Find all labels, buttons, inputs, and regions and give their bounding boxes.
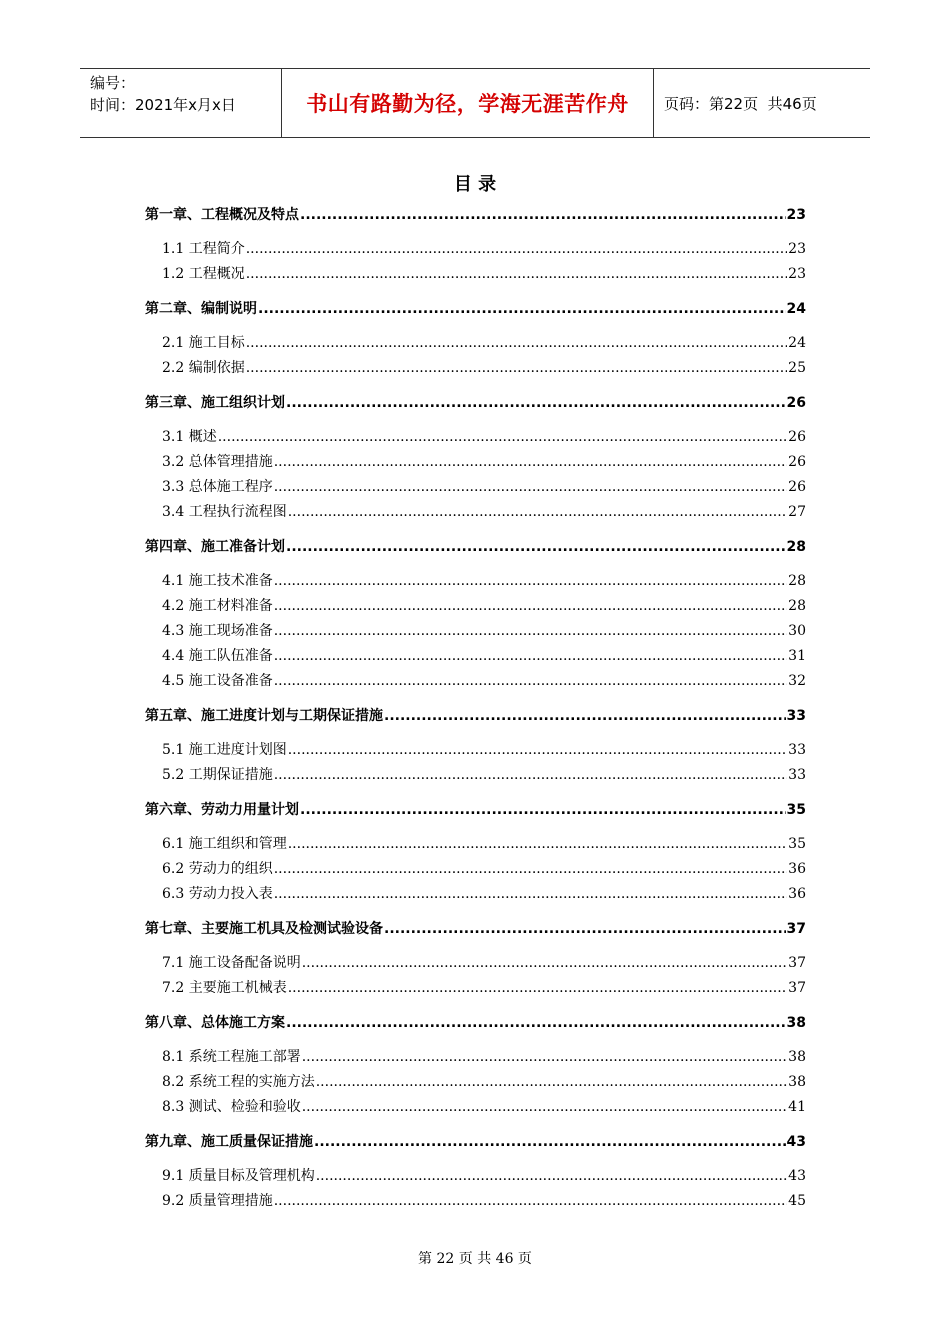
toc-entry-page: 45 bbox=[788, 1193, 806, 1209]
toc-entry-label: 第七章、主要施工机具及检测试验设备 bbox=[145, 921, 383, 937]
toc-entry-page: 37 bbox=[788, 980, 806, 996]
toc-chapter-entry[interactable] bbox=[145, 919, 806, 939]
toc-entry-page: 31 bbox=[788, 648, 806, 664]
toc-section-entry[interactable] bbox=[162, 1166, 806, 1186]
toc-leader-dots bbox=[246, 358, 787, 378]
toc-chapter-entry[interactable] bbox=[145, 537, 806, 557]
toc-leader-dots bbox=[302, 953, 787, 973]
toc-entry-page: 36 bbox=[788, 861, 806, 877]
toc-section-entry[interactable] bbox=[162, 477, 806, 497]
toc-entry-label: 4.1 施工技术准备 bbox=[162, 573, 273, 589]
toc-section-entry[interactable] bbox=[162, 646, 806, 666]
toc-entry-label: 6.1 施工组织和管理 bbox=[162, 836, 287, 852]
toc-entry-page: 35 bbox=[786, 802, 806, 818]
toc-entry-page: 37 bbox=[788, 955, 806, 971]
toc-section-entry[interactable] bbox=[162, 953, 806, 973]
page-header bbox=[80, 68, 870, 138]
toc-leader-dots bbox=[274, 571, 787, 591]
toc-entry-label: 3.4 工程执行流程图 bbox=[162, 504, 287, 520]
toc-entry-page: 27 bbox=[788, 504, 806, 520]
header-motto: 书山有路勤为径，学海无涯苦作舟 bbox=[282, 69, 654, 137]
toc-leader-dots bbox=[288, 978, 787, 998]
toc-entry-label: 第九章、施工质量保证措施 bbox=[145, 1134, 313, 1150]
toc-section-entry[interactable] bbox=[162, 427, 806, 447]
toc-entry-page: 26 bbox=[788, 454, 806, 470]
toc-section-entry[interactable] bbox=[162, 1097, 806, 1117]
toc-title: 目 录 bbox=[453, 174, 497, 195]
toc-section-entry[interactable] bbox=[162, 333, 806, 353]
toc-leader-dots bbox=[302, 1097, 787, 1117]
toc-leader-dots bbox=[286, 537, 786, 557]
toc-leader-dots bbox=[288, 740, 787, 760]
toc-leader-dots bbox=[302, 1047, 787, 1067]
toc-section-entry[interactable] bbox=[162, 834, 806, 854]
toc-section-entry[interactable] bbox=[162, 859, 806, 879]
toc-entry-page: 28 bbox=[788, 598, 806, 614]
toc-leader-dots bbox=[288, 834, 787, 854]
toc-chapter-entry[interactable] bbox=[145, 706, 806, 726]
toc-leader-dots bbox=[274, 596, 787, 616]
toc-entry-page: 23 bbox=[788, 241, 806, 257]
toc-entry-label: 6.3 劳动力投入表 bbox=[162, 886, 273, 902]
toc-leader-dots bbox=[316, 1072, 787, 1092]
document-number-label: 编号： bbox=[90, 74, 136, 92]
toc-section-entry[interactable] bbox=[162, 740, 806, 760]
toc-entry-label: 2.2 编制依据 bbox=[162, 360, 245, 376]
toc-leader-dots bbox=[286, 1013, 786, 1033]
toc-entry-page: 26 bbox=[788, 479, 806, 495]
toc-entry-label: 7.2 主要施工机械表 bbox=[162, 980, 287, 996]
toc-leader-dots bbox=[314, 1132, 786, 1152]
toc-entry-label: 8.1 系统工程施工部署 bbox=[162, 1049, 301, 1065]
toc-section-entry[interactable] bbox=[162, 571, 806, 591]
toc-entry-label: 3.3 总体施工程序 bbox=[162, 479, 273, 495]
toc-chapter-entry[interactable] bbox=[145, 299, 806, 319]
toc-leader-dots bbox=[274, 671, 787, 691]
toc-entry-page: 33 bbox=[786, 708, 806, 724]
toc-entry-label: 3.2 总体管理措施 bbox=[162, 454, 273, 470]
toc-section-entry[interactable] bbox=[162, 765, 806, 785]
toc-leader-dots bbox=[274, 477, 787, 497]
toc-entry-page: 38 bbox=[788, 1074, 806, 1090]
toc-entry-label: 4.3 施工现场准备 bbox=[162, 623, 273, 639]
toc-section-entry[interactable] bbox=[162, 502, 806, 522]
toc-entry-page: 43 bbox=[786, 1134, 806, 1150]
toc-entry-label: 第四章、施工准备计划 bbox=[145, 539, 285, 555]
toc-section-entry[interactable] bbox=[162, 452, 806, 472]
toc-leader-dots bbox=[246, 239, 787, 259]
toc-entry-label: 6.2 劳动力的组织 bbox=[162, 861, 273, 877]
toc-entry-page: 23 bbox=[788, 266, 806, 282]
toc-leader-dots bbox=[288, 502, 787, 522]
toc-entry-page: 26 bbox=[786, 395, 806, 411]
toc-chapter-entry[interactable] bbox=[145, 1013, 806, 1033]
toc-entry-label: 第八章、总体施工方案 bbox=[145, 1015, 285, 1031]
toc-section-entry[interactable] bbox=[162, 358, 806, 378]
toc-entry-label: 4.4 施工队伍准备 bbox=[162, 648, 273, 664]
toc-entry-label: 9.2 质量管理措施 bbox=[162, 1193, 273, 1209]
toc-entry-page: 33 bbox=[788, 742, 806, 758]
toc-entry-label: 4.2 施工材料准备 bbox=[162, 598, 273, 614]
toc-section-entry[interactable] bbox=[162, 1072, 806, 1092]
toc-entry-page: 41 bbox=[788, 1099, 806, 1115]
toc-chapter-entry[interactable] bbox=[145, 1132, 806, 1152]
toc-leader-dots bbox=[300, 800, 786, 820]
toc-entry-label: 第六章、劳动力用量计划 bbox=[145, 802, 299, 818]
toc-entry-page: 28 bbox=[786, 539, 806, 555]
toc-entry-label: 2.1 施工目标 bbox=[162, 335, 245, 351]
toc-entry-page: 30 bbox=[788, 623, 806, 639]
toc-leader-dots bbox=[258, 299, 786, 319]
toc-leader-dots bbox=[218, 427, 787, 447]
toc-leader-dots bbox=[300, 205, 786, 225]
toc-entry-label: 第三章、施工组织计划 bbox=[145, 395, 285, 411]
toc-entry-page: 25 bbox=[788, 360, 806, 376]
toc-entry-label: 1.1 工程简介 bbox=[162, 241, 245, 257]
toc-entry-label: 8.3 测试、检验和验收 bbox=[162, 1099, 301, 1115]
toc-leader-dots bbox=[274, 859, 787, 879]
toc-entry-label: 第二章、编制说明 bbox=[145, 301, 257, 317]
toc-leader-dots bbox=[274, 884, 787, 904]
toc-entry-label: 1.2 工程概况 bbox=[162, 266, 245, 282]
toc-section-entry[interactable] bbox=[162, 671, 806, 691]
toc-leader-dots bbox=[274, 1191, 787, 1211]
toc-entry-page: 43 bbox=[788, 1168, 806, 1184]
toc-entry-page: 23 bbox=[786, 207, 806, 223]
toc-chapter-entry[interactable] bbox=[145, 393, 806, 413]
toc-leader-dots bbox=[384, 919, 786, 939]
toc-chapter-entry[interactable] bbox=[145, 205, 806, 225]
header-page-info: 页码：第22页 共46页 bbox=[664, 94, 817, 113]
toc-section-entry[interactable] bbox=[162, 884, 806, 904]
toc-entry-label: 4.5 施工设备准备 bbox=[162, 673, 273, 689]
toc-leader-dots bbox=[316, 1166, 787, 1186]
toc-leader-dots bbox=[246, 333, 787, 353]
toc-leader-dots bbox=[274, 621, 787, 641]
toc-section-entry[interactable] bbox=[162, 264, 806, 284]
toc-entry-page: 37 bbox=[786, 921, 806, 937]
toc-entry-page: 33 bbox=[788, 767, 806, 783]
toc-entry-label: 8.2 系统工程的实施方法 bbox=[162, 1074, 315, 1090]
toc-entry-page: 32 bbox=[788, 673, 806, 689]
toc-section-entry[interactable] bbox=[162, 978, 806, 998]
toc-entry-label: 第一章、工程概况及特点 bbox=[145, 207, 299, 223]
toc-entry-label: 7.1 施工设备配备说明 bbox=[162, 955, 301, 971]
toc-section-entry[interactable] bbox=[162, 596, 806, 616]
toc-leader-dots bbox=[274, 452, 787, 472]
toc-entry-page: 38 bbox=[786, 1015, 806, 1031]
toc-leader-dots bbox=[274, 765, 787, 785]
toc-entry-page: 28 bbox=[788, 573, 806, 589]
toc-chapter-entry[interactable] bbox=[145, 800, 806, 820]
toc-entry-page: 35 bbox=[788, 836, 806, 852]
toc-entry-label: 第五章、施工进度计划与工期保证措施 bbox=[145, 708, 383, 724]
toc-entry-label: 5.2 工期保证措施 bbox=[162, 767, 273, 783]
toc-entry-label: 9.1 质量目标及管理机构 bbox=[162, 1168, 315, 1184]
toc-entry-label: 5.1 施工进度计划图 bbox=[162, 742, 287, 758]
toc-leader-dots bbox=[246, 264, 787, 284]
toc-entry-page: 24 bbox=[788, 335, 806, 351]
toc-entry-page: 26 bbox=[788, 429, 806, 445]
toc-entry-page: 36 bbox=[788, 886, 806, 902]
toc-entry-label: 3.1 概述 bbox=[162, 429, 217, 445]
page-footer: 第 22 页 共 46 页 bbox=[418, 1251, 532, 1267]
document-time-label: 时间：2021年x月x日 bbox=[90, 96, 236, 114]
toc-leader-dots bbox=[286, 393, 786, 413]
toc-section-entry[interactable] bbox=[162, 1047, 806, 1067]
toc-leader-dots bbox=[384, 706, 786, 726]
header-meta bbox=[80, 69, 282, 137]
toc-section-entry[interactable] bbox=[162, 1191, 806, 1211]
toc-leader-dots bbox=[274, 646, 787, 666]
toc-section-entry[interactable] bbox=[162, 239, 806, 259]
toc-entry-page: 24 bbox=[786, 301, 806, 317]
toc-section-entry[interactable] bbox=[162, 621, 806, 641]
toc-entry-page: 38 bbox=[788, 1049, 806, 1065]
